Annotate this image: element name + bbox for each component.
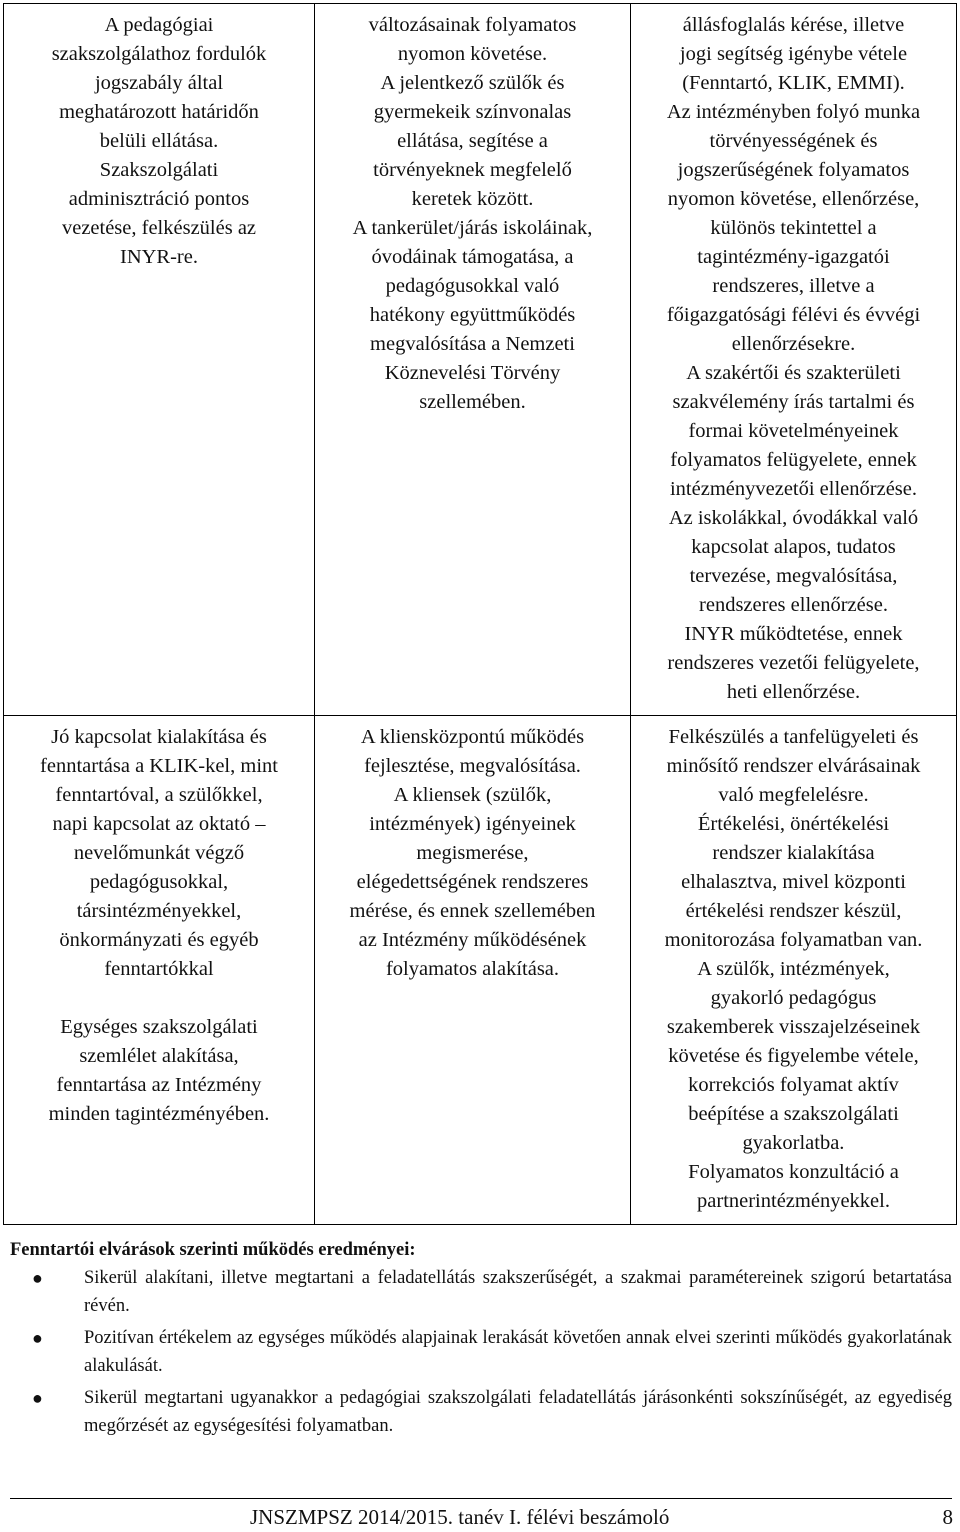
cell-text: A kliensközpontú működés fejlesztése, megvalósítása. A kliensek (szülők, intézmények) igényeinek megismerése, elégedettségének rendszeres mérése, és ennek szellemében az Intézmény működésének folyamatos alakítása.: [349, 726, 596, 980]
table-cell: [315, 4, 631, 716]
bullet-icon: ●: [32, 1388, 43, 1408]
cell-text: Felkészülés a tanfelügyeleti és minősítő rendszer elvárásainak való megfelelésre. Értékelési, önértékelési rendszer kialakítása elhalasztva, mivel központi értékelési rendszer készül, monitorozása folyamatban van. A szülők, intézmények, gyakorló pedagógus szakemberek visszajelzéseinek követése és figyelembe vétele, korrekciós folyamat aktív beépítése a szakszolgálati gyakorlatba. Folyamatos konzultáció a partnerintézményekkel.: [664, 726, 923, 1212]
results-heading: Fenntartói elvárások szerinti működés eredményei:: [10, 1240, 416, 1260]
list-item: [10, 1324, 952, 1380]
cell-text: Jó kapcsolat kialakítása és fenntartása a KLIK-kel, mint fenntartóval, a szülőkkel, napi kapcsolat az oktató – nevelőmunkát végző pedagógusokkal, társintézményekkel, önkormányzati és egyéb fenntartókkal: [40, 726, 278, 980]
table-cell: [4, 716, 315, 1225]
cell-text: változásainak folyamatos nyomon követése. A jelentkező szülők és gyermekeik színvonalas ellátása, segítése a törvényeknek megfelelő keretek között. A tankerület/járás iskoláinak, óvodáinak támogatása, a pedagógusokkal való hatékony együttműködés megvalósítása a Nemzeti Köznevelési Törvény szellemében.: [352, 14, 593, 413]
list-item-text: Sikerül alakítani, illetve megtartani a feladatellátás szakszerűségét, a szakmai paramétereinek szigorú betartatása révén.: [84, 1268, 952, 1316]
table-row: [4, 4, 957, 716]
bullet-icon: ●: [32, 1328, 43, 1348]
cell-text: Egységes szakszolgálati szemlélet alakítása, fenntartása az Intézmény minden tagintézményében.: [48, 1016, 270, 1125]
results-list: [10, 1264, 952, 1444]
table-row: [4, 716, 957, 1225]
footer-divider: [10, 1498, 952, 1499]
objectives-table: [3, 3, 957, 1225]
table-cell: [631, 716, 957, 1225]
page-number: 8: [942, 1505, 953, 1529]
list-item: [10, 1264, 952, 1320]
list-item-text: Sikerül megtartani ugyanakkor a pedagógiai szakszolgálati feladatellátás járásonkénti sokszínűségét, az egyediség megőrzését az egységesítési folyamatban.: [84, 1388, 952, 1436]
table-cell: [631, 4, 957, 716]
footer-title: JNSZMPSZ 2014/2015. tanév I. félévi beszámoló: [250, 1505, 670, 1529]
cell-text: állásfoglalás kérése, illetve jogi segítség igénybe vétele (Fenntartó, KLIK, EMMI). Az intézményben folyó munka törvényességének és jogszerűségének folyamatos nyomon követése, ellenőrzése, különös tekintettel a tagintézmény-igazgatói rendszeres, illetve a főigazgatósági félévi és évvégi ellenőrzésekre. A szakértői és szakterületi szakvélemény írás tartalmi és formai követelményeinek folyamatos felügyelete, ennek intézményvezetői ellenőrzése. Az iskolákkal, óvodákkal való kapcsolat alapos, tudatos tervezése, megvalósítása, rendszeres ellenőrzése. INYR működtetése, ennek rendszeres vezetői felügyelete, heti ellenőrzése.: [666, 14, 921, 703]
table-cell: [315, 716, 631, 1225]
list-item-text: Pozitívan értékelem az egységes működés alapjainak lerakását követően annak elvei szerinti működés gyakorlatának alakulását.: [84, 1328, 952, 1376]
cell-text: A pedagógiai szakszolgálathoz fordulók jogszabály által meghatározott határidőn belüli ellátása. Szakszolgálati adminisztráció pontos vezetése, felkészülés az INYR-re.: [51, 14, 267, 268]
bullet-icon: ●: [32, 1268, 43, 1288]
list-item: [10, 1384, 952, 1440]
table-cell: [4, 4, 315, 716]
